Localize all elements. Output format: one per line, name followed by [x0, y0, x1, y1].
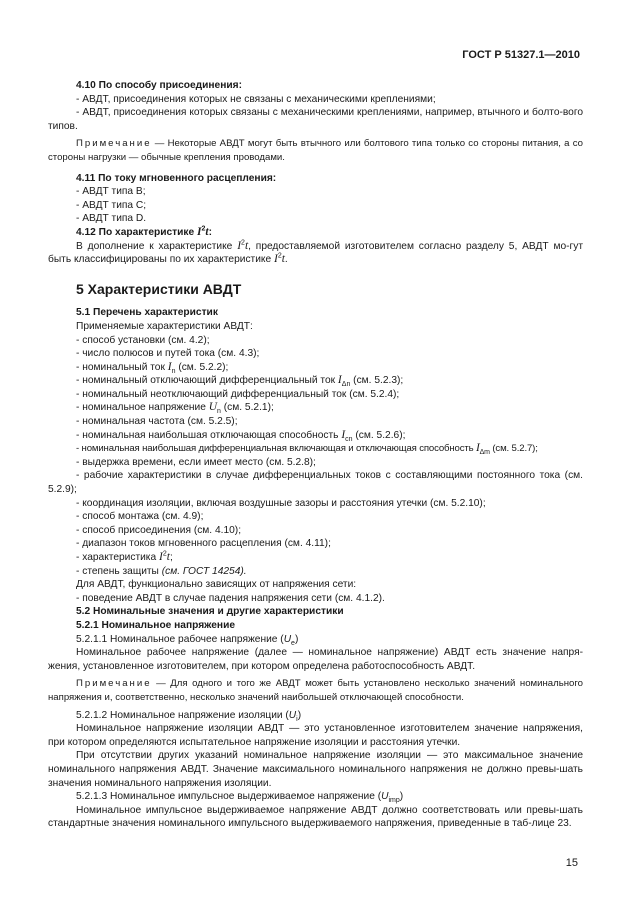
subheading-5-2-1-3: 5.2.1.3 Номинальное импульсное выдерживаемое напряжение $(U_{imp})$: [76, 791, 404, 805]
note: Примечание — Некоторые АВДТ могут быть втычного или болтового типа только со стороны питания, а со стороны нагрузки — обычные крепления проводами.: [48, 138, 583, 163]
list-item: - поведение АВДТ в случае падения напряжения сети (см. 4.1.2).: [76, 592, 385, 604]
list-item: - номинальная наибольшая дифференциальная включающая и отключающая способность $I_{\Delta m}$ (см. 5.2.7);: [76, 442, 538, 457]
list-item: - номинальная наибольшая отключающая способность $I_{cn}$ (см. 5.2.6);: [76, 428, 406, 443]
list-item: - АВДТ типа С;: [76, 199, 147, 211]
list-item: - АВДТ, присоединения которых не связаны с механическими креплениями;: [76, 93, 436, 105]
list-item: - способ установки (см. 4.2);: [76, 334, 210, 346]
subheading-5-2-1-2: 5.2.1.2 Номинальное напряжение изоляции $(U_i)$: [76, 709, 302, 723]
heading-5-2: 5.2 Номинальные значения и другие характеристики: [76, 606, 344, 618]
list-item: - координация изоляции, включая воздушные зазоры и расстояния утечки (см. 5.2.10);: [76, 497, 486, 509]
document-header: ГОСТ Р 51327.1—2010: [462, 49, 580, 61]
list-item: - число полюсов и путей тока (см. 4.3);: [76, 348, 260, 360]
list-item: - номинальное напряжение $U_n$ (см. 5.2.1);: [76, 401, 274, 416]
list-item: - диапазон токов мгновенного расцепления (см. 4.11);: [76, 538, 331, 550]
page-number: 15: [565, 857, 578, 869]
heading-4-10: 4.10 По способу присоединения:: [76, 80, 242, 91]
list-item: - АВДТ, присоединения которых связаны с механическими креплениями, например, втычного и болто-вого типов.: [48, 107, 583, 132]
paragraph: Номинальное напряжение изоляции АВДТ — это установленное изготовителем значение напряжения, при котором определяются испытательное напряжение изоляции и расстояния утечки.: [48, 723, 583, 748]
list-item: - номинальная частота (см. 5.2.5);: [76, 416, 238, 428]
list-item: - рабочие характеристики в случае дифференциальных токов с составляющими постоянного тока (см. 5.2.9);: [48, 470, 583, 496]
document-body: [48, 79, 583, 831]
heading-5-2-1: 5.2.1 Номинальное напряжение: [76, 619, 236, 631]
list-item: - АВДТ типа В;: [76, 186, 146, 198]
paragraph: В дополнение к характеристике $I^2t$, предоставляемой изготовителем согласно разделу 5, АВДТ мо-гут быть классифицированы по их характеристике $I^2t$.: [48, 239, 583, 266]
note: Примечание — Для одного и того же АВДТ может быть установлено несколько значений номинального напряжения и, соответственно, несколько значений наибольшей отключающей способности.: [48, 678, 583, 703]
list-item: - способ присоединения (см. 4.10);: [76, 524, 242, 536]
list-item: - номинальный ток $I_n$ (см. 5.2.2);: [76, 360, 229, 375]
heading-4-11: 4.11 По току мгновенного расцепления:: [76, 172, 277, 184]
list-item: - выдержка времени, если имеет место (см. 5.2.8);: [76, 456, 316, 468]
list-item: - номинальный отключающий дифференциальный ток $I_{\Delta n}$ (см. 5.2.3);: [76, 374, 404, 389]
paragraph: Номинальное рабочее напряжение (далее — номинальное напряжение) АВДТ есть значение напря-жения, установленное изготовителем, при котором определена работоспособность АВДТ.: [48, 647, 583, 672]
list-item: - характеристика $I^2t$;: [76, 550, 173, 563]
paragraph: Номинальное импульсное выдерживаемое напряжение АВДТ должно соответствовать или превы-шать стандартные значения номинального импульсного выдерживаемого напряжения, приведенные в таб-лице 23.: [48, 804, 583, 830]
paragraph: Применяемые характеристики АВДТ:: [76, 320, 253, 332]
list-item: - АВДТ типа D.: [76, 213, 147, 225]
paragraph: При отсутствии других указаний номинальное напряжение изоляции — это максимальное значение номинального напряжения АВДТ. Значение максимального номинального напряжения не должно превы-шать значения номинального напряжения изоляции.: [48, 750, 583, 789]
list-item: - способ монтажа (см. 4.9);: [76, 511, 204, 523]
paragraph: Для АВДТ, функционально зависящих от напряжения сети:: [76, 579, 357, 591]
heading-5-1: 5.1 Перечень характеристик: [76, 307, 218, 319]
list-item: - номинальный неотключающий дифференциальный ток (см. 5.2.4);: [76, 388, 400, 400]
heading-section-5: 5 Характеристики АВДТ: [76, 280, 242, 297]
heading-4-12: 4.12 По характеристике $I^2t$:: [76, 225, 213, 238]
list-item: - степень защиты (см. ГОСТ 14254).: [76, 565, 247, 577]
subheading-5-2-1-1: 5.2.1.1 Номинальное рабочее напряжение $(U_e)$: [76, 633, 299, 647]
